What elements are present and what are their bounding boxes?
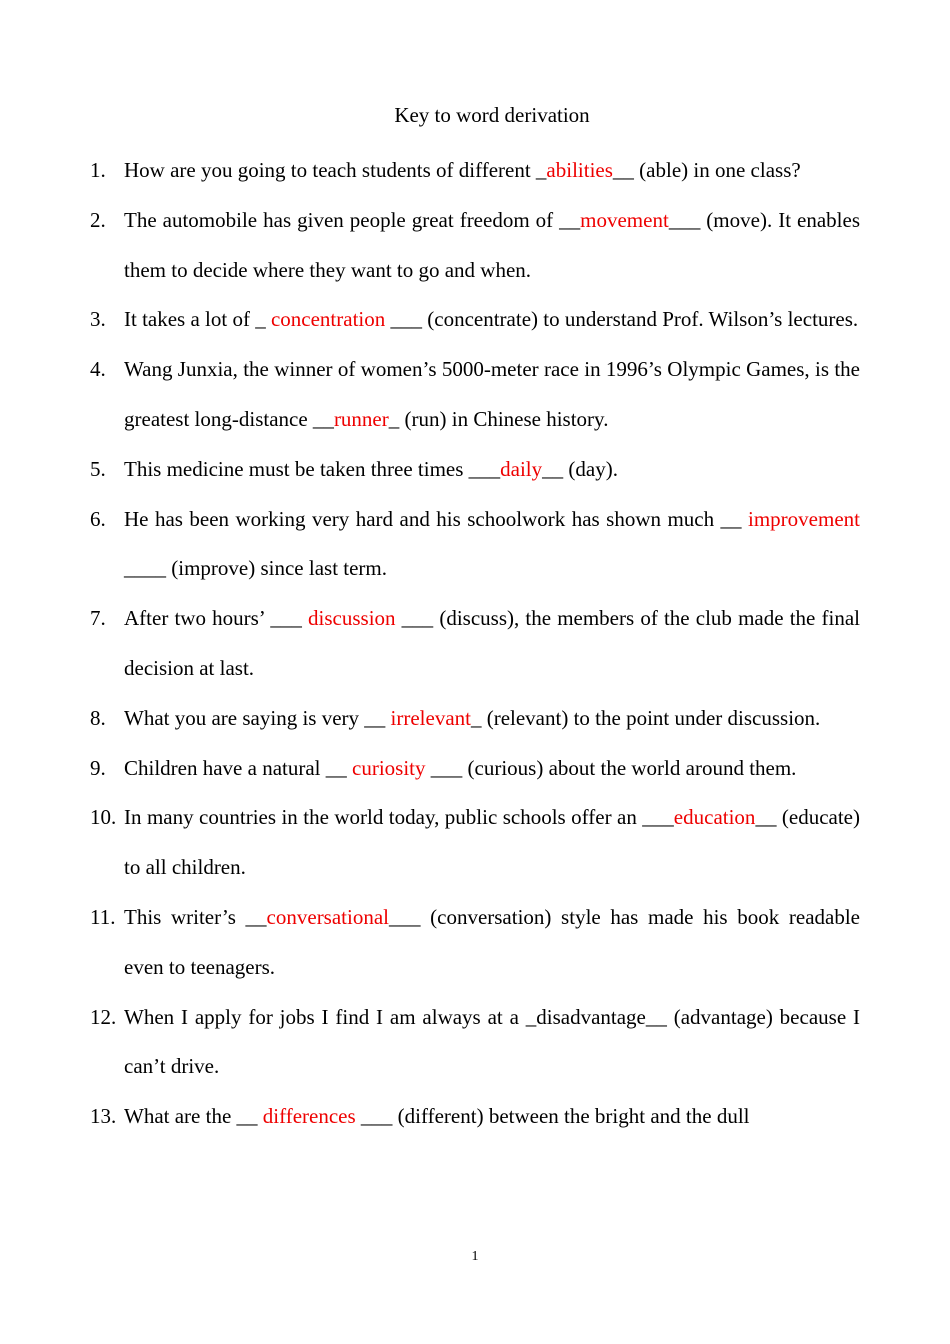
item-number: 4. [90,357,106,382]
answer-word: concentration [270,307,386,332]
item-text [124,594,860,694]
answer-word: education [673,805,756,830]
exercise-item-3 [90,295,860,345]
exercise-item-4 [90,345,860,445]
text-before: This writer’s __ [124,904,267,929]
item-number: 13. [90,1104,117,1129]
exercise-item-5 [90,445,860,495]
answer-word: curiosity [352,755,426,780]
text-after: ___ (concentrate) to understand Prof. Wilson’s lectures. [385,307,859,332]
item-number: 8. [90,705,106,730]
item-number: 12. [90,1004,117,1029]
page-title: Key to word derivation [394,103,590,127]
text-before: The automobile has given people great freedom of __ [124,207,581,232]
text-before: In many countries in the world today, public schools offer an ___ [124,805,674,830]
item-text [124,345,860,445]
exercise-item-11 [90,893,860,993]
text-after: __ (able) in one class? [612,158,801,182]
exercise-item-7 [90,594,860,694]
item-number: 10. [90,805,117,830]
text-before: What are the __ [124,1104,263,1129]
item-number: 2. [90,207,106,232]
answer-word: irrelevant [390,705,471,730]
text-after: __ (educate) to all children. [124,805,860,880]
text-after: ___ (move). It enables them to decide where they want to go and when. [124,207,860,282]
answer-word: improvement [748,506,860,531]
item-text [124,993,860,1093]
item-text [124,893,860,993]
exercise-item-13 [90,1092,860,1142]
text-after: _ (run) in Chinese history. [388,406,609,431]
item-number: 6. [90,506,106,531]
answer-word: discussion [308,606,396,631]
text-before: How are you going to teach students of different _ [124,158,547,182]
answer-word: conversational [266,904,389,929]
text-before: This medicine must be taken three times ___ [124,456,501,481]
text-before: What you are saying is very __ [124,705,391,730]
item-text [124,196,860,296]
answer-word: abilities [546,158,613,182]
answer-word: movement [580,207,669,232]
exercise-list [90,146,860,1142]
text-before: He has been working very hard and his schoolwork has shown much __ [124,506,749,531]
exercise-item-12 [90,993,860,1093]
item-text [124,295,860,345]
text-after: ___ (different) between the bright and the dull [355,1104,750,1129]
exercise-item-8 [90,694,860,744]
exercise-item-10 [90,793,860,893]
text-after: _ (relevant) to the point under discussion. [470,705,821,730]
text-after: __ (day). [542,456,618,481]
text-after: ___ (curious) about the world around them. [425,755,797,780]
item-text [124,495,860,595]
item-number: 7. [90,606,106,631]
item-text [124,694,860,744]
item-text [124,744,860,794]
item-number: 9. [90,755,106,780]
answer-word: runner [333,406,389,431]
item-number: 1. [90,158,106,182]
exercise-item-6 [90,495,860,595]
exercise-item-1 [90,146,860,196]
item-text [124,445,860,495]
item-number: 3. [90,307,106,332]
item-text [124,793,860,893]
text-after: ___ (discuss), the members of the club made the final decision at last. [124,606,860,680]
text-before: After two hours’ ___ [124,606,309,631]
page-number: 1 [471,1249,479,1264]
item-number: 11. [90,904,116,929]
text-before: When I apply for jobs I find I am always at a _disadvantage__ (advantage) because I can’t drive. [124,1004,860,1079]
text-after: ___ (conversation) style has made his book readable even to teenagers. [124,904,860,979]
exercise-item-2 [90,196,860,296]
item-number: 5. [90,456,106,481]
text-after: ____ (improve) since last term. [124,556,388,581]
exercise-item-9 [90,744,860,794]
answer-word: daily [500,456,543,481]
item-text [124,146,860,196]
text-before: Wang Junxia, the winner of women’s 5000-meter race in 1996’s Olympic Games, is the greatest long-distance __ [124,357,860,431]
text-before: Children have a natural __ [124,755,353,780]
item-text [124,1092,860,1142]
text-before: It takes a lot of _ [124,307,271,332]
answer-word: differences [262,1104,356,1129]
